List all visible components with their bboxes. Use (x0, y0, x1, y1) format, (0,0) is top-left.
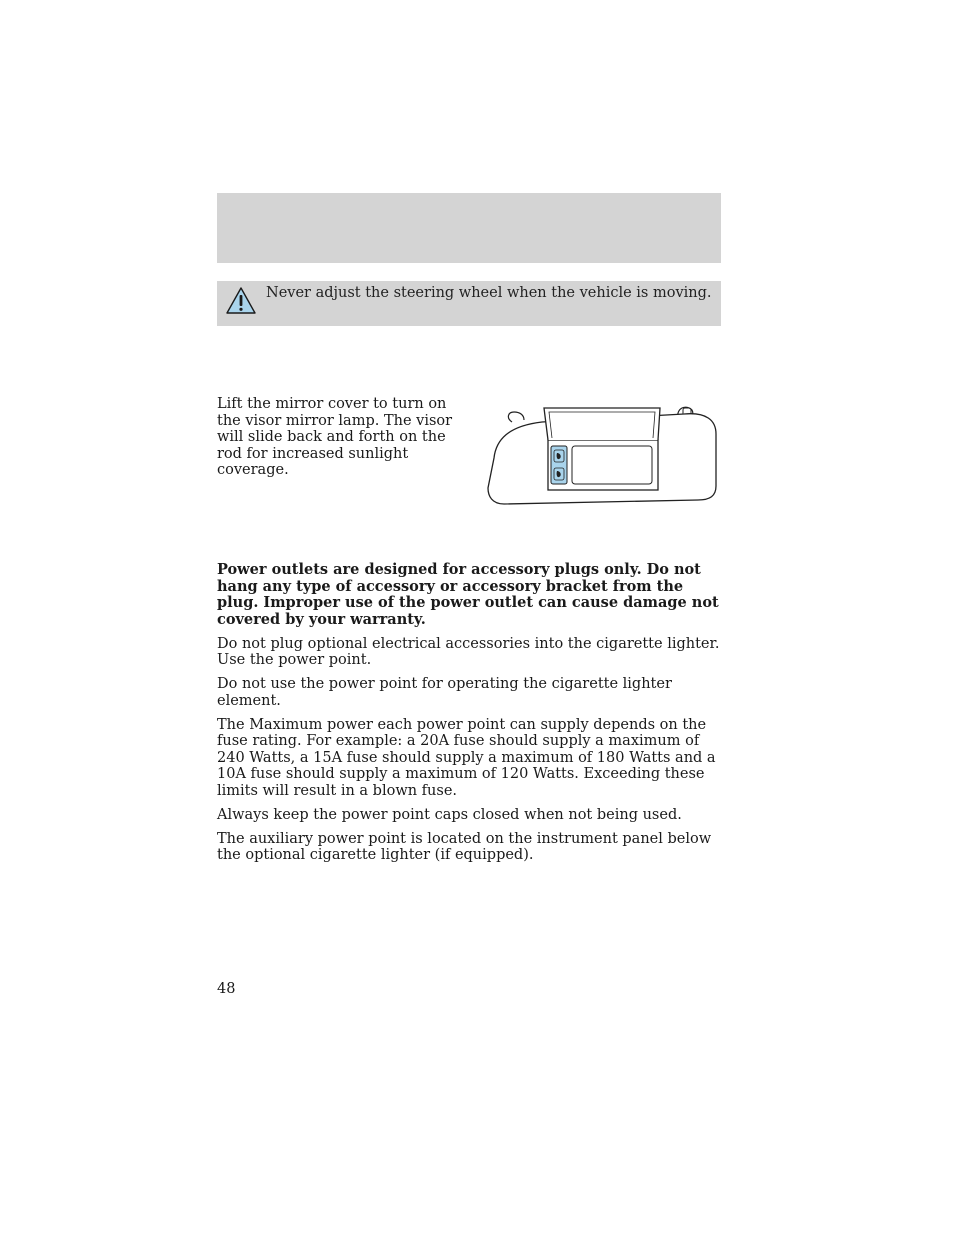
paragraph: Do not plug optional electrical accessories into the cigarette lighter. Use the power point. (217, 635, 720, 668)
warning-triangle-icon (225, 286, 257, 316)
warning-text: Never adjust the steering wheel when the vehicle is moving. (266, 285, 712, 301)
warning-box (217, 281, 721, 326)
visor-mirror-description: Lift the mirror cover to turn on the visor mirror lamp. The visor will slide back and forth on the rod for increased sunlight coverage. (217, 396, 453, 478)
section-header-band (217, 193, 721, 263)
visor-mirror-illustration (484, 400, 720, 508)
paragraph: Always keep the power point caps closed when not being used. (217, 806, 682, 823)
paragraph: Do not use the power point for operating the cigarette lighter element. (217, 676, 672, 709)
paragraph: The auxiliary power point is located on the instrument panel below the optional cigarette lighter (if equipped). (217, 830, 712, 863)
page-number: 48 (217, 981, 236, 997)
paragraph: The Maximum power each power point can supply depends on the fuse rating. For example: a 20A fuse should supply a maximum of 240 Watts, a 15A fuse should supply a maximum of 180 Watts and a 10A fuse should supply a maximum of 120 Watts. Exceeding these limits will result in a blown fuse. (217, 716, 716, 799)
power-outlet-warning: Power outlets are designed for accessory plugs only. Do not hang any type of accessory or accessory bracket from the plug. Improper use of the power outlet can cause damage not covered by your warranty. (217, 561, 719, 628)
power-point-section (217, 562, 723, 871)
